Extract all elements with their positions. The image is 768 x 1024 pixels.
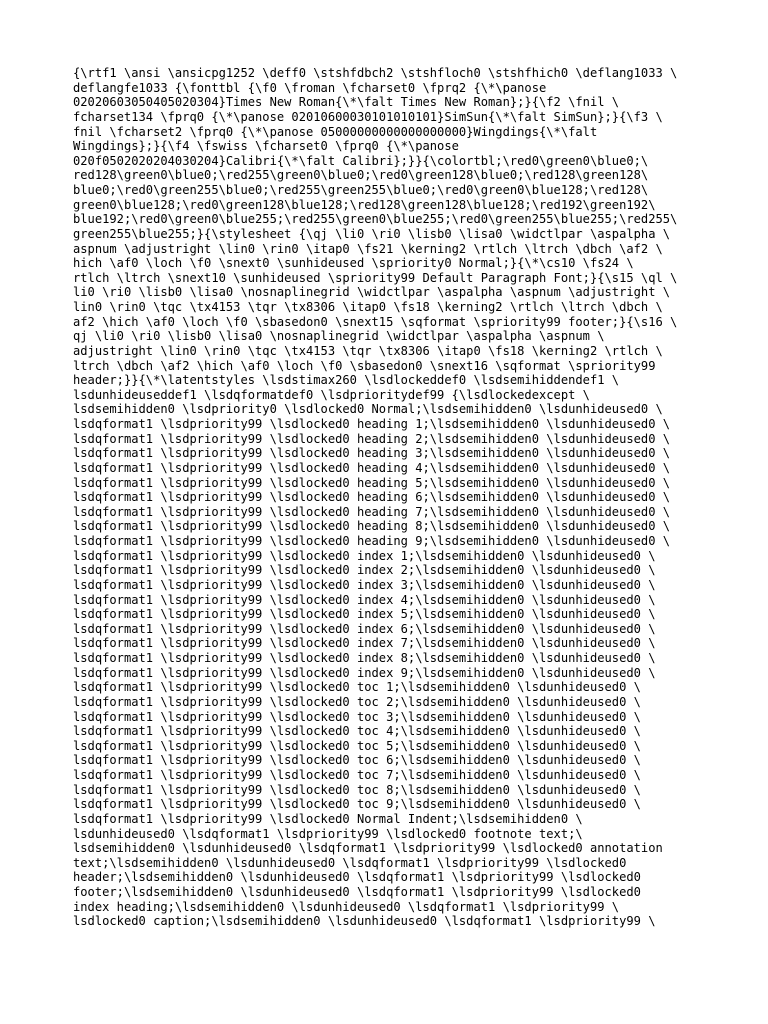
text-line: lsdqformat1 \lsdpriority99 \lsdlocked0 index 5;\lsdsemihidden0 \lsdunhideused0 \ <box>73 607 656 622</box>
text-line: lsdqformat1 \lsdpriority99 \lsdlocked0 toc 2;\lsdsemihidden0 \lsdunhideused0 \ <box>73 694 641 709</box>
text-line: lsdqformat1 \lsdpriority99 \lsdlocked0 heading 1;\lsdsemihidden0 \lsdunhideused0 \ <box>73 417 671 431</box>
text-line: lsdqformat1 \lsdpriority99 \lsdlocked0 index 2;\lsdsemihidden0 \lsdunhideused0 \ <box>73 563 656 578</box>
text-line: header;}}{\*\latentstyles \lsdstimax260 \lsdlockeddef0 \lsdsemihiddendef1 \ <box>73 373 620 388</box>
text-line: rtlch \ltrch \snext10 \sunhideused \spriority99 Default Paragraph Font;}{\s15 \ql \ <box>73 270 678 285</box>
text-line: lsdqformat1 \lsdpriority99 \lsdlocked0 toc 7;\lsdsemihidden0 \lsdunhideused0 \ <box>73 768 641 782</box>
text-line: deflangfe1033 {\fonttbl {\f0 \froman \fcharset0 \fprq2 {\*\panose <box>73 80 547 95</box>
text-line: fcharset134 \fprq0 {\*\panose 02010600030101010101}SimSun{\*\falt SimSun};}{\f3 \ <box>73 109 663 124</box>
text-line: lsdqformat1 \lsdpriority99 \lsdlocked0 index 4;\lsdsemihidden0 \lsdunhideused0 \ <box>73 592 656 607</box>
text-line: 020f0502020204030204}Calibri{\*\falt Calibri};}}{\colortbl;\red0\green0\blue0;\ <box>73 153 649 168</box>
text-line: lsdqformat1 \lsdpriority99 \lsdlocked0 toc 6;\lsdsemihidden0 \lsdunhideused0 \ <box>73 753 641 768</box>
text-line: fnil \fcharset2 \fprq0 {\*\panose 05000000000000000000}Wingdings{\*\falt <box>73 124 598 139</box>
text-line: lsdqformat1 \lsdpriority99 \lsdlocked0 index 9;\lsdsemihidden0 \lsdunhideused0 \ <box>73 665 656 680</box>
text-line: lsdqformat1 \lsdpriority99 \lsdlocked0 index 1;\lsdsemihidden0 \lsdunhideused0 \ <box>73 548 656 563</box>
text-line: lsdqformat1 \lsdpriority99 \lsdlocked0 toc 4;\lsdsemihidden0 \lsdunhideused0 \ <box>73 724 641 739</box>
text-line: lsdsemihidden0 \lsdpriority0 \lsdlocked0 Normal;\lsdsemihidden0 \lsdunhideused0 \ <box>73 402 663 417</box>
text-line: lsdqformat1 \lsdpriority99 \lsdlocked0 heading 8;\lsdsemihidden0 \lsdunhideused0 \ <box>73 519 671 534</box>
text-line: lsdqformat1 \lsdpriority99 \lsdlocked0 heading 9;\lsdsemihidden0 \lsdunhideused0 \ <box>73 534 671 548</box>
text-line: lsdunhideuseddef1 \lsdqformatdef0 \lsdprioritydef99 {\lsdlockedexcept \ <box>73 387 590 402</box>
text-line: qj \li0 \ri0 \lisb0 \lisa0 \nosnaplinegrid \widctlpar \aspalpha \aspnum \ <box>73 329 605 344</box>
text-line: lsdlocked0 caption;\lsdsemihidden0 \lsdunhideused0 \lsdqformat1 \lsdpriority99 \ <box>73 914 656 929</box>
text-line: {\rtf1 \ansi \ansicpg1252 \deff0 \stshfdbch2 \stshfloch0 \stshfhich0 \deflang1033 \ <box>73 66 678 80</box>
text-line: lsdqformat1 \lsdpriority99 \lsdlocked0 heading 2;\lsdsemihidden0 \lsdunhideused0 \ <box>73 431 671 446</box>
text-line: lsdsemihidden0 \lsdunhideused0 \lsdqformat1 \lsdpriority99 \lsdlocked0 annotation <box>73 841 663 856</box>
text-line: red128\green0\blue0;\red255\green0\blue0;\red0\green128\blue0;\red128\green128\ <box>73 168 649 183</box>
text-line: 02020603050405020304}Times New Roman{\*\falt Times New Roman};}{\f2 \fnil \ <box>73 95 620 110</box>
text-line: blue0;\red0\green255\blue0;\red255\green255\blue0;\red0\green0\blue128;\red128\ <box>73 183 649 197</box>
rtf-source-text <box>73 66 677 929</box>
text-line: lsdqformat1 \lsdpriority99 \lsdlocked0 heading 4;\lsdsemihidden0 \lsdunhideused0 \ <box>73 460 671 475</box>
text-line: index heading;\lsdsemihidden0 \lsdunhideused0 \lsdqformat1 \lsdpriority99 \ <box>73 899 620 914</box>
text-line: lsdqformat1 \lsdpriority99 \lsdlocked0 index 8;\lsdsemihidden0 \lsdunhideused0 \ <box>73 651 656 665</box>
text-line: li0 \ri0 \lisb0 \lisa0 \nosnaplinegrid \widctlpar \aspalpha \aspnum \adjustright \ <box>73 285 671 300</box>
text-line: Wingdings};}{\f4 \fswiss \fcharset0 \fprq0 {\*\panose <box>73 139 459 154</box>
text-line: lsdqformat1 \lsdpriority99 \lsdlocked0 Normal Indent;\lsdsemihidden0 \ <box>73 811 583 826</box>
text-line: adjustright \lin0 \rin0 \tqc \tx4153 \tqr \tx8306 \itap0 \fs18 \kerning2 \rtlch \ <box>73 343 663 358</box>
text-line: lin0 \rin0 \tqc \tx4153 \tqr \tx8306 \itap0 \fs18 \kerning2 \rtlch \ltrch \dbch \ <box>73 300 663 314</box>
text-line: lsdqformat1 \lsdpriority99 \lsdlocked0 heading 3;\lsdsemihidden0 \lsdunhideused0 \ <box>73 446 671 461</box>
text-line: footer;\lsdsemihidden0 \lsdunhideused0 \lsdqformat1 \lsdpriority99 \lsdlocked0 <box>73 885 641 899</box>
text-line: text;\lsdsemihidden0 \lsdunhideused0 \lsdqformat1 \lsdpriority99 \lsdlocked0 <box>73 855 627 870</box>
text-line: green0\blue128;\red0\green128\blue128;\red128\green128\blue128;\red192\green192\ <box>73 197 656 212</box>
text-line: lsdqformat1 \lsdpriority99 \lsdlocked0 heading 7;\lsdsemihidden0 \lsdunhideused0 \ <box>73 504 671 519</box>
text-line: ltrch \dbch \af2 \hich \af0 \loch \f0 \sbasedon0 \snext16 \sqformat \spriority99 <box>73 358 656 373</box>
text-line: aspnum \adjustright \lin0 \rin0 \itap0 \fs21 \kerning2 \rtlch \ltrch \dbch \af2 \ <box>73 241 663 256</box>
text-line: lsdqformat1 \lsdpriority99 \lsdlocked0 toc 9;\lsdsemihidden0 \lsdunhideused0 \ <box>73 797 641 812</box>
text-line: hich \af0 \loch \f0 \snext0 \sunhideused \spriority0 Normal;}{\*\cs10 \fs24 \ <box>73 256 634 271</box>
text-line: lsdqformat1 \lsdpriority99 \lsdlocked0 toc 8;\lsdsemihidden0 \lsdunhideused0 \ <box>73 782 641 797</box>
text-line: lsdqformat1 \lsdpriority99 \lsdlocked0 index 6;\lsdsemihidden0 \lsdunhideused0 \ <box>73 621 656 636</box>
text-line: header;\lsdsemihidden0 \lsdunhideused0 \lsdqformat1 \lsdpriority99 \lsdlocked0 <box>73 870 641 885</box>
text-line: lsdqformat1 \lsdpriority99 \lsdlocked0 index 3;\lsdsemihidden0 \lsdunhideused0 \ <box>73 577 656 592</box>
text-line: lsdqformat1 \lsdpriority99 \lsdlocked0 heading 5;\lsdsemihidden0 \lsdunhideused0 \ <box>73 475 671 490</box>
text-line: blue192;\red0\green0\blue255;\red255\green0\blue255;\red0\green255\blue255;\red255\ <box>73 212 678 227</box>
text-line: lsdqformat1 \lsdpriority99 \lsdlocked0 toc 5;\lsdsemihidden0 \lsdunhideused0 \ <box>73 738 641 753</box>
text-line: green255\blue255;}{\stylesheet {\qj \li0 \ri0 \lisb0 \lisa0 \widctlpar \aspalpha \ <box>73 226 671 241</box>
text-line: lsdqformat1 \lsdpriority99 \lsdlocked0 toc 1;\lsdsemihidden0 \lsdunhideused0 \ <box>73 680 641 695</box>
text-line: lsdunhideused0 \lsdqformat1 \lsdpriority99 \lsdlocked0 footnote text;\ <box>73 826 583 841</box>
text-line: lsdqformat1 \lsdpriority99 \lsdlocked0 heading 6;\lsdsemihidden0 \lsdunhideused0 \ <box>73 490 671 505</box>
text-line: lsdqformat1 \lsdpriority99 \lsdlocked0 index 7;\lsdsemihidden0 \lsdunhideused0 \ <box>73 636 656 651</box>
text-line: af2 \hich \af0 \loch \f0 \sbasedon0 \snext15 \sqformat \spriority99 footer;}{\s16 \ <box>73 314 678 329</box>
text-line: lsdqformat1 \lsdpriority99 \lsdlocked0 toc 3;\lsdsemihidden0 \lsdunhideused0 \ <box>73 709 641 724</box>
